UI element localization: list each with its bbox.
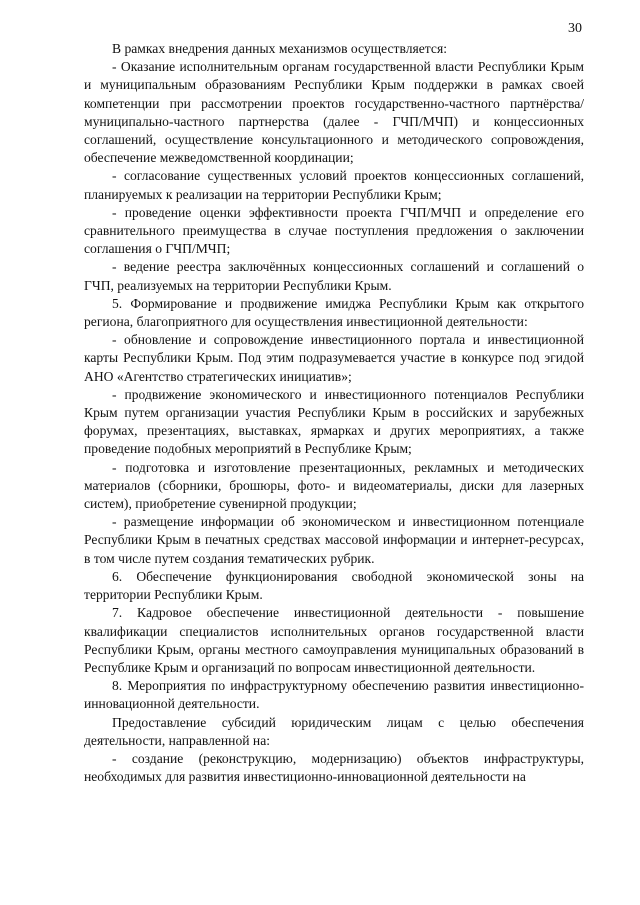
paragraph-portal-item: - обновление и сопровождение инвестиционного портала и инвестиционной карты Республики Крым. Под этим подразумевается участие в конкурсе под эгидой АНО «Агентство стратегических инициатив»; bbox=[84, 332, 584, 384]
paragraph-subsidies: Предоставление субсидий юридическим лицам с целью обеспечения деятельности, направленной на: bbox=[84, 714, 584, 748]
paragraph-promotion-item: - продвижение экономического и инвестиционного потенциалов Республики Крым путем организации участия Республики Крым в российских и зарубежных форумах, презентациях, выставках, ярмарках и других мероприятиях, а также проведение подобных мероприятий в Республике Крым; bbox=[84, 386, 584, 457]
paragraph-intro: В рамках внедрения данных механизмов осуществляется: bbox=[112, 41, 447, 56]
paragraph-support-item: - Оказание исполнительным органам государственной власти Республики Крым и муниципальным образованиям Республики Крым поддержки в рамках своей компетенции при рассмотрении проектов государственно-частного партнёрства/муниципально-частного партнерства (далее - ГЧП/МЧП) и концессионных соглашений, осуществление консультационного и методического сопровождения, обеспечение межведомственной координации; bbox=[84, 59, 584, 166]
paragraph-media-item: - размещение информации об экономическом и инвестиционном потенциале Республики Крым в печатных средствах массовой информации и интернет-ресурсах, в том числе путем создания тематических рубрик. bbox=[84, 514, 584, 566]
paragraph-materials-item: - подготовка и изготовление презентационных, рекламных и методических материалов (сборники, брошюры, фото- и видеоматериалы, диски для лазерных систем), приобретение сувенирной продукции; bbox=[84, 459, 584, 512]
paragraph-section-8: 8. Мероприятия по инфраструктурному обеспечению развития инвестиционно-инновационной деятельности. bbox=[84, 678, 584, 712]
paragraph-section-6: 6. Обеспечение функционирования свободной экономической зоны на территории Республики Крым. bbox=[84, 568, 584, 603]
paragraph-infrastructure-item: - создание (реконструкцию, модернизацию) объектов инфраструктуры, необходимых для развития инвестиционно-инновационной деятельности на bbox=[84, 750, 584, 785]
paragraph-section-7: 7. Кадровое обеспечение инвестиционной деятельности - повышение квалификации специалистов исполнительных органов государственной власти Республики Крым, органы местного самоуправления муниципальных образований в Республике Крым и организаций по вопросам инвестиционной деятельности. bbox=[84, 605, 584, 675]
paragraph-evaluation-item: - проведение оценки эффективности проекта ГЧП/МЧП и определение его сравнительного преимущества в случае поступления предложения о заключении соглашения о ГЧП/МЧП; bbox=[84, 204, 584, 257]
page-number: 30 bbox=[568, 21, 582, 36]
paragraph-section-5: 5. Формирование и продвижение имиджа Республики Крым как открытого региона, благоприятного для осуществления инвестиционной деятельности: bbox=[84, 295, 584, 330]
paragraph-registry-item: - ведение реестра заключённых концессионных соглашений и соглашений о ГЧП, реализуемых на территории Республики Крым. bbox=[84, 259, 584, 293]
paragraph-approval-item: - согласование существенных условий проектов концессионных соглашений, планируемых к реализации на территории Республики Крым; bbox=[84, 168, 584, 202]
document-body bbox=[84, 40, 584, 786]
